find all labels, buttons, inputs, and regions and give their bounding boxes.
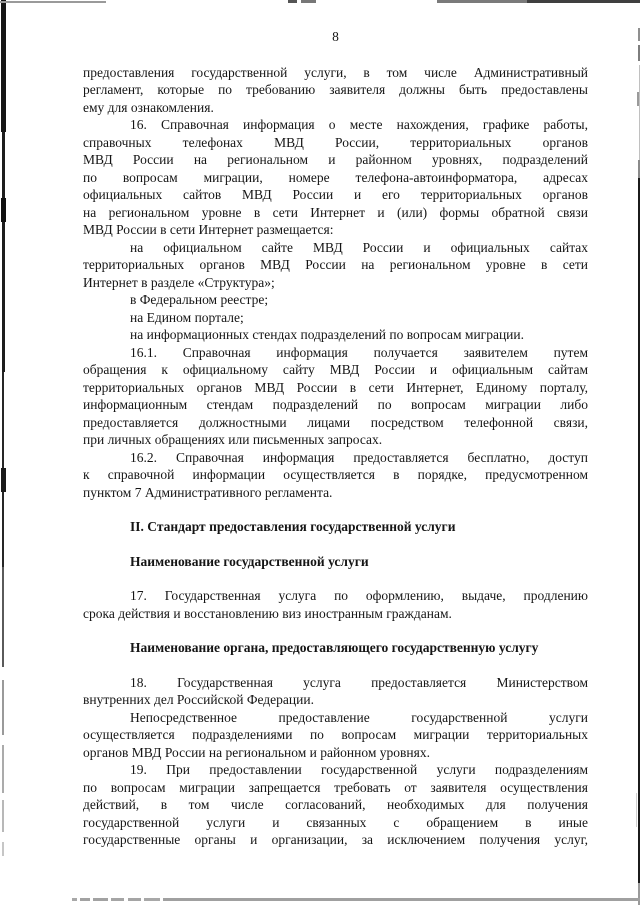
scan-right-edge-mark [638,28,640,41]
scan-right-edge-mark [638,160,640,178]
scan-bottom-edge-mark [72,898,77,901]
paragraph-17 [83,587,588,622]
text-line: на региональном уровне в сети Интернет и (или) формы обратной связи [83,204,588,220]
scan-top-edge-mark [0,1,106,3]
scan-left-edge-mark [2,800,4,832]
scan-left-edge-mark [1,198,6,222]
text-line: справочных телефонах МВД России, территориальных органов [83,134,588,150]
scan-right-edge-mark [639,65,640,160]
text-line: на информационных стендах подразделений по вопросам миграции. [130,327,524,342]
scan-left-edge-mark [1,468,6,492]
paragraph-16-1 [83,344,588,449]
list-item-federal-register [83,291,588,309]
scan-top-edge-mark [301,0,316,3]
text-line: по вопросам миграции, номере телефона-автоинформатора, адресах [83,169,588,185]
text-line: Интернет в разделе «Структура»; [83,274,275,290]
text-line: 16.1. Справочная информация получается заявителем путем [130,344,588,360]
page-number: 8 [332,29,339,44]
text-line: в Федеральном реестре; [130,292,269,307]
text-line: 19. При предоставлении государственной услуги подразделениям [130,762,588,777]
scan-bottom-edge-mark [93,898,108,901]
scan-top-edge-mark [288,0,297,3]
text-line: Непосредственное предоставление государственной услуги [130,709,588,725]
text-line: внутренних дел Российской Федерации. [83,692,314,707]
text-line: государственной услуги и связанных с обращением в иные [83,814,588,830]
scan-bottom-edge-mark [128,898,141,901]
scan-left-edge-mark [2,680,4,735]
text-line: срока действия и восстановлению виз иностранным гражданам. [83,605,452,621]
list-item-information-stands [83,326,588,344]
scan-right-edge-mark [636,793,637,827]
scan-bottom-edge-mark [80,898,90,901]
text-line: ему для ознакомления. [83,99,214,115]
document-text-block [83,28,588,849]
text-line: МВД России на региональном и районном уровнях, подразделений [83,152,588,167]
text-line: к справочной информации осуществляется в порядке, предусмотренном [83,467,588,482]
text-line: 17. Государственная услуга по оформлению, выдаче, продлению [130,588,588,603]
scan-left-edge-mark [2,745,4,793]
section-heading-standard: II. Стандарт предоставления государственной услуги [130,519,456,534]
text-line: 16. Справочная информация о месте нахождения, графике работы, [130,117,588,132]
scan-bottom-edge-mark [144,898,160,901]
text-line: предоставляется должностными лицами посредством телефонной связи, [83,414,588,430]
text-line: на Едином портале; [130,309,244,325]
scan-right-edge-mark [637,92,639,106]
scan-top-edge-mark [527,0,640,3]
text-line: обращения к официальному сайту МВД России и официальным сайтам [83,362,588,377]
text-line: при личных обращениях или письменных запросах. [83,432,383,447]
text-line: органов МВД России на региональном и районном уровнях. [83,744,430,760]
scan-bottom-edge-mark [163,898,640,901]
scan-top-edge-mark [437,0,527,3]
paragraph-19 [83,761,588,849]
text-line: 16.2. Справочная информация предоставляется бесплатно, доступ [130,449,588,465]
text-line: осуществляется подразделениями по вопросам миграции территориальных [83,727,588,742]
text-line: территориальных органов МВД России в сети Интернет, Единому порталу, [83,379,588,395]
list-item-unified-portal [83,309,588,327]
paragraph-18 [83,674,588,709]
scan-left-edge-mark [2,567,4,667]
text-line: официальных сайтов МВД России и его территориальных органов [83,187,588,202]
text-line: по вопросам миграции запрещается требовать от заявителя осуществления [83,779,588,795]
scan-left-edge-mark [2,372,4,567]
paragraph-16 [83,116,588,239]
subsection-heading-service-name: Наименование государственной услуги [130,553,369,569]
scan-left-edge-mark [2,842,4,856]
text-line: пунктом 7 Административного регламента. [83,484,333,500]
text-line: МВД России в сети Интернет размещается: [83,222,334,237]
paragraph-16-2 [83,449,588,502]
text-line: регламент, которые по требованию заявителя должны быть предоставлены [83,82,588,97]
paragraph-direct-provision [83,709,588,762]
list-item-official-site [83,239,588,292]
scan-right-edge-mark [638,45,640,61]
paragraph-continuation [83,64,588,117]
scan-left-edge-mark [1,0,6,132]
scan-bottom-edge-mark [111,898,124,901]
text-line: территориальных органов МВД России на региональном уровне в сети [83,257,588,272]
text-line: на официальном сайте МВД России и официальных сайтах [130,239,588,255]
text-line: предоставления государственной услуги, в том числе Административный [83,64,588,80]
text-line: 18. Государственная услуга предоставляется Министерством [130,674,588,690]
text-line: государственные органы и организации, за исключением получения услуг, [83,832,588,847]
text-line: информационным стендам подразделений по вопросам миграции либо [83,397,588,412]
text-line: действий, в том числе согласований, необходимых для получения [83,797,588,812]
scan-left-edge-mark [2,132,5,372]
subsection-heading-authority-name: Наименование органа, предоставляющего государственную услугу [130,640,539,655]
